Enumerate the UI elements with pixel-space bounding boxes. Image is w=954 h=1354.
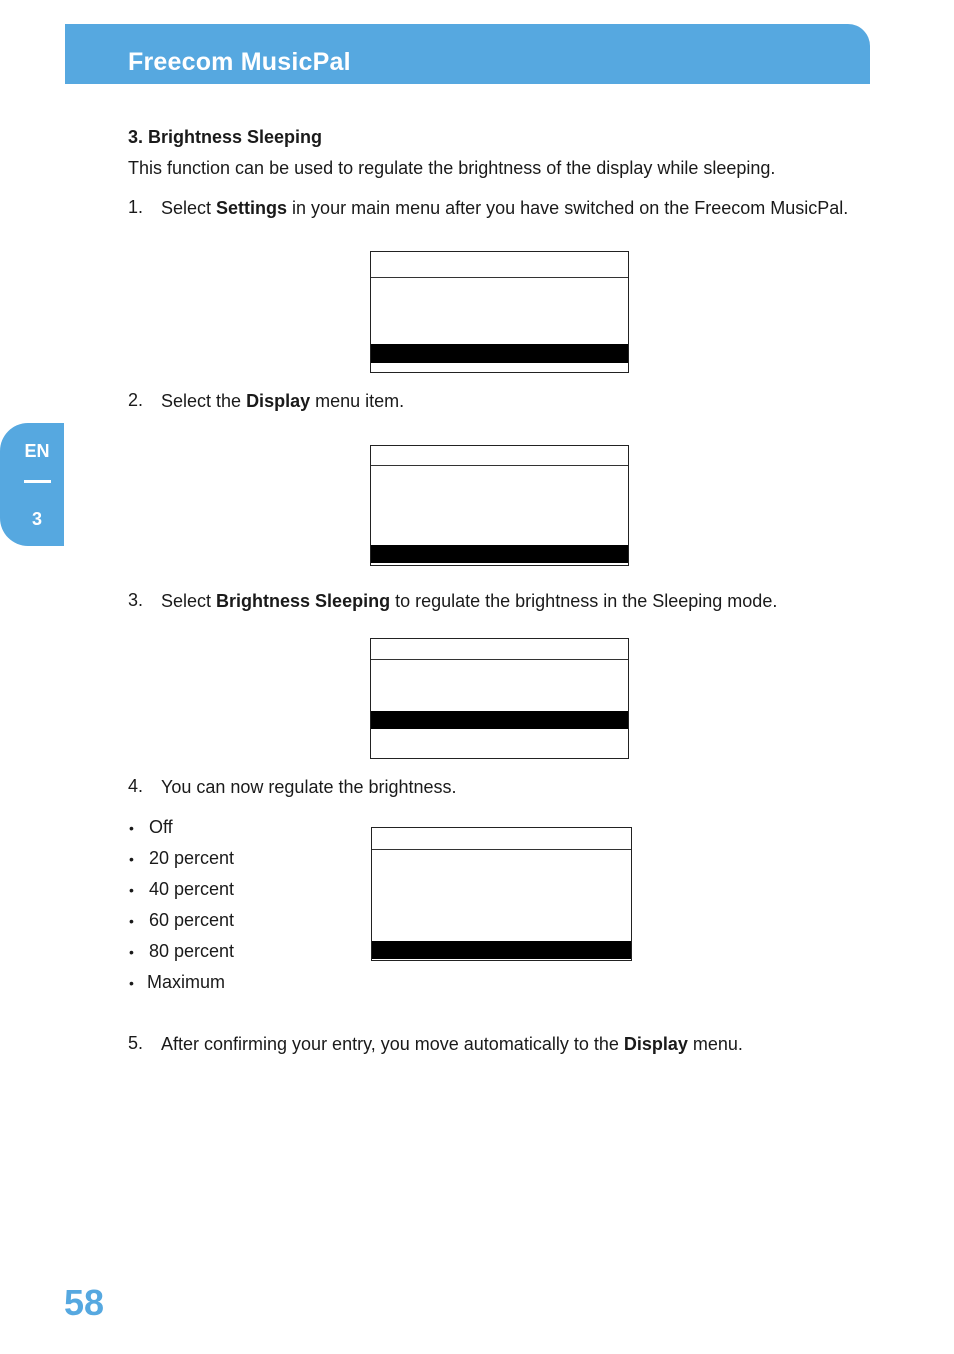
chapter-number: 3 [31,509,42,529]
bullet: • [129,975,134,991]
selected-row [371,344,628,363]
screen-main-menu [370,251,629,373]
step-3-text: Select Brightness Sleeping to regulate the brightness in the Sleeping mode. [161,591,778,611]
selected-row [371,545,628,563]
bullet: • [129,882,134,898]
step-4-text: You can now regulate the brightness. [161,777,457,797]
page-number: 58 [64,1282,105,1323]
selected-row [371,711,628,729]
step-2-text: Select the Display menu item. [161,391,405,411]
step-2-number: 2. [128,390,144,410]
step-5-number: 5. [128,1033,144,1053]
language-label: EN [24,441,50,461]
bullet: • [129,820,134,836]
section-heading: 3. Brightness Sleeping [128,127,323,147]
step-1-number: 1. [128,197,144,217]
list-item: 80 percent [149,941,235,961]
list-item: 40 percent [149,879,235,899]
step-1-text: Select Settings in your main menu after you have switched on the Freecom MusicPal. [161,198,849,218]
list-item: 60 percent [149,910,235,930]
header-title: Freecom MusicPal [128,48,351,76]
screen-brightness-menu [371,827,632,961]
list-item: 20 percent [149,848,235,868]
selected-row [372,941,631,959]
bullet: • [129,913,134,929]
section-intro: This function can be used to regulate the brightness of the display while sleeping. [128,158,776,178]
screen-display-menu [370,638,629,759]
step-3-number: 3. [128,590,144,610]
bullet: • [129,944,134,960]
step-4-number: 4. [128,776,144,796]
list-item: Maximum [147,972,226,992]
language-tab-divider [24,480,51,483]
step-5-text: After confirming your entry, you move automatically to the Display menu. [161,1034,743,1054]
screen-settings-menu [370,445,629,566]
list-item: Off [149,817,173,837]
bullet: • [129,851,134,867]
